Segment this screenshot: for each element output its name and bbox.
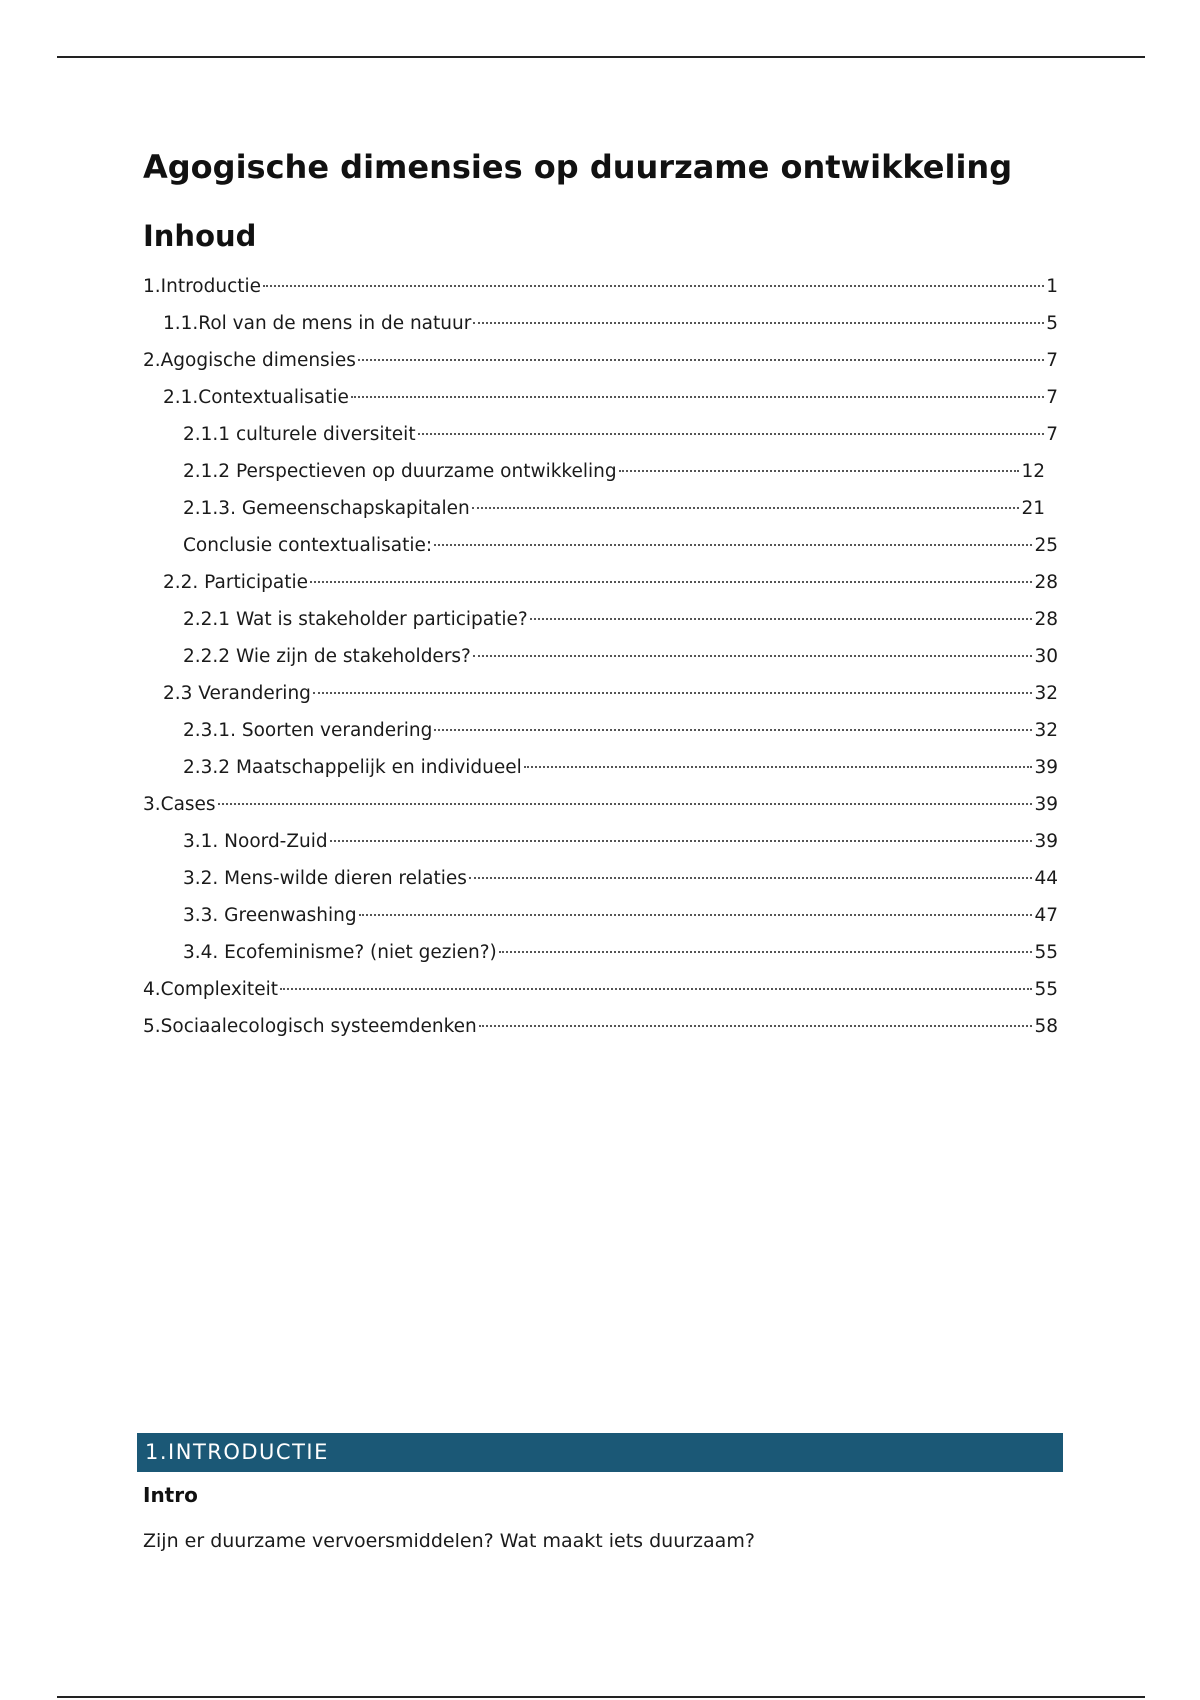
toc-entry-page: 28 xyxy=(1034,609,1058,630)
header-rule xyxy=(57,56,1145,58)
toc-entry-introductie[interactable] xyxy=(143,268,1058,305)
toc-dot-leader xyxy=(310,581,1032,583)
footer-rule xyxy=(57,1696,1145,1698)
toc-entry-page: 58 xyxy=(1034,1016,1058,1037)
toc-entry-page: 30 xyxy=(1034,646,1058,667)
sub-heading: Intro xyxy=(143,1483,198,1507)
toc-entry-label: 3.4. Ecofeminisme? (niet gezien?) xyxy=(183,942,497,963)
toc-entry-page: 47 xyxy=(1034,905,1058,926)
toc-entry-label: 2.1.2 Perspectieven op duurzame ontwikkeling xyxy=(183,461,617,482)
toc-entry-complexiteit[interactable] xyxy=(143,971,1058,1008)
toc-entry-soorten-verandering[interactable] xyxy=(143,712,1058,749)
toc-entry-perspectieven[interactable] xyxy=(143,453,1045,490)
toc-entry-label: 2.2. Participatie xyxy=(163,572,309,593)
toc-dot-leader xyxy=(472,507,1020,509)
toc-entry-stakeholders[interactable] xyxy=(143,638,1058,675)
toc-entry-noord-zuid[interactable] xyxy=(143,823,1058,860)
toc-entry-page: 7 xyxy=(1046,424,1058,445)
toc-entry-label: 2.3.1. Soorten verandering xyxy=(183,720,433,741)
toc-entry-label: 5.Sociaalecologisch systeemdenken xyxy=(143,1016,477,1037)
toc-entry-maatschappelijk-individueel[interactable] xyxy=(143,749,1058,786)
toc-dot-leader xyxy=(473,322,1044,324)
toc-entry-label: 3.1. Noord-Zuid xyxy=(183,831,328,852)
toc-entry-stakeholder-participatie[interactable] xyxy=(143,601,1058,638)
toc-dot-leader xyxy=(479,1025,1033,1027)
toc-entry-page: 44 xyxy=(1034,868,1058,889)
toc-dot-leader xyxy=(359,914,1033,916)
section-heading: 1.INTRODUCTIE xyxy=(145,1440,329,1464)
toc-dot-leader xyxy=(434,544,1032,546)
toc-entry-culturele-diversiteit[interactable] xyxy=(143,416,1058,453)
toc-entry-label: 3.2. Mens-wilde dieren relaties xyxy=(183,868,467,889)
toc-dot-leader xyxy=(530,618,1033,620)
section-heading-band xyxy=(137,1433,1063,1472)
toc-entry-label: 1.1.Rol van de mens in de natuur xyxy=(163,313,472,334)
toc-dot-leader xyxy=(469,877,1033,879)
toc-entry-label: 3.Cases xyxy=(143,794,216,815)
toc-entry-ecofeminisme[interactable] xyxy=(143,934,1058,971)
toc-entry-label: 2.3.2 Maatschappelijk en individueel xyxy=(183,757,522,778)
toc-heading: Inhoud xyxy=(143,219,257,253)
toc-entry-conclusie-contextualisatie[interactable] xyxy=(143,527,1058,564)
toc-entry-label: 2.1.1 culturele diversiteit xyxy=(183,424,416,445)
toc-entry-page: 39 xyxy=(1034,831,1058,852)
document-title: Agogische dimensies op duurzame ontwikkeling xyxy=(143,148,1013,186)
toc-entry-page: 7 xyxy=(1046,350,1058,371)
toc-dot-leader xyxy=(280,988,1032,990)
toc-entry-page: 39 xyxy=(1034,757,1058,778)
toc-dot-leader xyxy=(524,766,1033,768)
toc-dot-leader xyxy=(218,803,1033,805)
toc-dot-leader xyxy=(418,433,1045,435)
toc-dot-leader xyxy=(330,840,1033,842)
toc-dot-leader xyxy=(313,692,1033,694)
toc-entry-page: 1 xyxy=(1046,276,1058,297)
toc-entry-label: 1.Introductie xyxy=(143,276,262,297)
toc-entry-page: 12 xyxy=(1021,461,1045,482)
toc-entry-gemeenschapskapitalen[interactable] xyxy=(143,490,1045,527)
toc-dot-leader xyxy=(473,655,1033,657)
toc-entry-label: 2.1.Contextualisatie xyxy=(163,387,349,408)
toc-entry-label: 3.3. Greenwashing xyxy=(183,905,357,926)
toc-entry-contextualisatie[interactable] xyxy=(143,379,1058,416)
toc-entry-verandering[interactable] xyxy=(143,675,1058,712)
toc-entry-greenwashing[interactable] xyxy=(143,897,1058,934)
toc-entry-cases[interactable] xyxy=(143,786,1058,823)
toc-entry-label: 2.2.1 Wat is stakeholder participatie? xyxy=(183,609,528,630)
toc-entry-page: 25 xyxy=(1034,535,1058,556)
toc-entry-page: 21 xyxy=(1021,498,1045,519)
toc-entry-label: 4.Complexiteit xyxy=(143,979,278,1000)
toc-entry-mens-wilde-dieren[interactable] xyxy=(143,860,1058,897)
toc-entry-participatie[interactable] xyxy=(143,564,1058,601)
toc-dot-leader xyxy=(499,951,1033,953)
toc-entry-label: 2.1.3. Gemeenschapskapitalen xyxy=(183,498,470,519)
toc-entry-page: 32 xyxy=(1034,683,1058,704)
toc-entry-page: 32 xyxy=(1034,720,1058,741)
toc-entry-label: 2.Agogische dimensies xyxy=(143,350,356,371)
toc-entry-page: 55 xyxy=(1034,942,1058,963)
toc-entry-label: Conclusie contextualisatie: xyxy=(183,535,433,556)
toc-dot-leader xyxy=(351,396,1044,398)
table-of-contents xyxy=(143,268,1058,1045)
toc-dot-leader xyxy=(358,359,1044,361)
toc-dot-leader xyxy=(434,729,1032,731)
toc-entry-rol-van-de-mens[interactable] xyxy=(143,305,1058,342)
toc-entry-page: 55 xyxy=(1034,979,1058,1000)
toc-entry-sociaalecologisch[interactable] xyxy=(143,1008,1058,1045)
body-paragraph: Zijn er duurzame vervoersmiddelen? Wat maakt iets duurzaam? xyxy=(143,1530,755,1552)
toc-entry-label: 2.3 Verandering xyxy=(163,683,311,704)
toc-dot-leader xyxy=(619,470,1020,472)
toc-entry-agogische-dimensies[interactable] xyxy=(143,342,1058,379)
toc-entry-label: 2.2.2 Wie zijn de stakeholders? xyxy=(183,646,471,667)
toc-entry-page: 5 xyxy=(1046,313,1058,334)
toc-dot-leader xyxy=(263,285,1044,287)
toc-entry-page: 39 xyxy=(1034,794,1058,815)
toc-entry-page: 7 xyxy=(1046,387,1058,408)
toc-entry-page: 28 xyxy=(1034,572,1058,593)
